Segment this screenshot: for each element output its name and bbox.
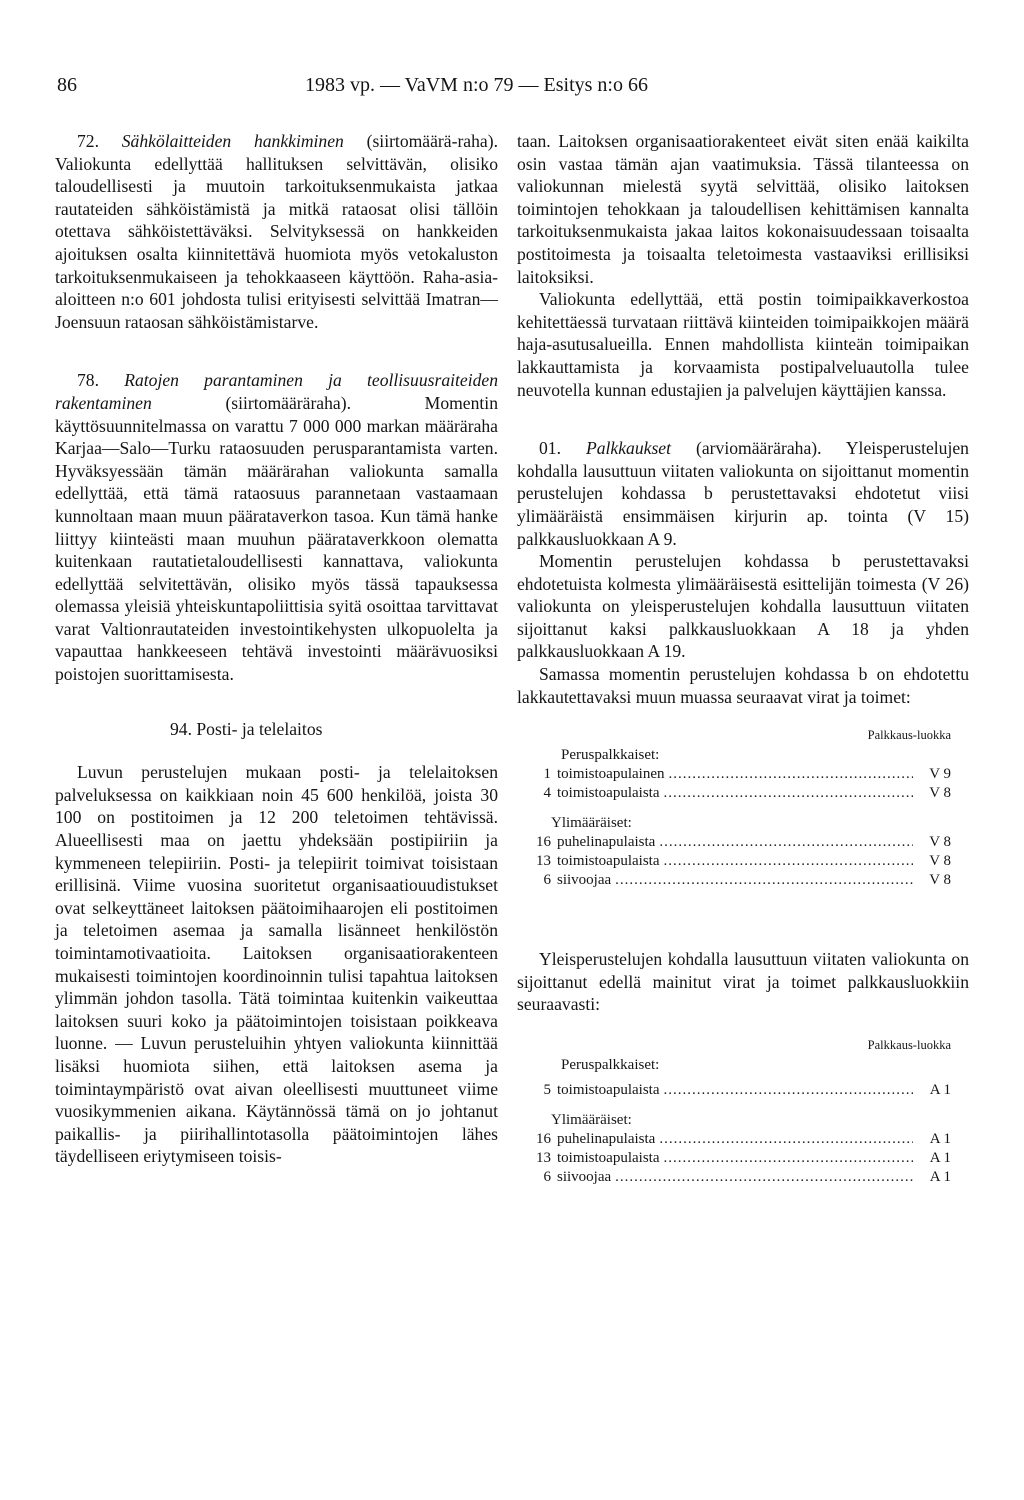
row-count: 13 bbox=[536, 1150, 551, 1167]
row-title: toimistoapulaista bbox=[557, 785, 660, 802]
row-salary-class: V 8 bbox=[929, 785, 951, 802]
row-salary-class: A 1 bbox=[929, 1169, 951, 1186]
dot-leader bbox=[659, 1130, 913, 1149]
row-count: 1 bbox=[543, 766, 551, 783]
dot-leader bbox=[615, 871, 913, 890]
row-title: siivoojaa bbox=[557, 1169, 612, 1186]
right-column bbox=[517, 130, 969, 1187]
running-head: 1983 vp. — VaVM n:o 79 — Esitys n:o 66 bbox=[305, 74, 648, 96]
paragraph-postal-network: Valiokunta edellyttää, että postin toimipaikkaverkostoa kehitettäessä turvataan riittävä kiinteiden toimipaikkojen määrä haja-asutusalueilla. Ennen mahdollista kiinteän toimipaikan lakkauttamista ja korvaamista postipalveluautolla tulee neuvotella kunnan edustajien ja palvelujen käyttäjien kanssa. bbox=[517, 289, 969, 400]
item-text-78: (siirtomääräraha). Momentin käyttösuunnitelmassa on varattu 7 000 000 markan määräraha Karjaa—Salo—Turku rataosuuden perusparantamista varten. Hyväksyessään tämän määrärahan valiokunta samalla edellyttää, että tämä rataosuus parannetaan vastaamaan kunnoltaan maan muun päärataverkon tasoa. Kun tämä hanke liittyy kiinteästi maan muuhun päärataverkkoon olematta kuitenkaan rautatietaloudellisesti kannattava, valiokunta edellyttää selvitettävän, olisiko myös tässä tapauksessa olemassa yleisiä yhteiskuntapoliittisia syitä osoittaa tarvittavat varat Valtionrautateiden investointikehysten ulkopuolelta ja vapauttaa hankkeeseen tehtävä investointi määrävuosiksi poistojen suorittamisesta. bbox=[55, 392, 498, 685]
row-count: 16 bbox=[536, 834, 551, 851]
row-count: 5 bbox=[543, 1082, 551, 1099]
dot-leader bbox=[664, 1081, 914, 1100]
item-title-72: Sähkölaitteiden hankkiminen bbox=[121, 131, 344, 151]
table-row bbox=[529, 852, 951, 871]
paragraph-94: Luvun perustelujen mukaan posti- ja telelaitoksen palveluksessa on kaikkiaan noin 45 600 henkilöä, joista 30 100 on postitoimen ja 12 200 teletoimen tehtävissä. Alueellisesti maa on jaettu yhdeksään postipiiriin ja kymmeneen telepiiriin. Posti- ja telepiirit toimivat toisistaan erillisinä. Viime vuosina suoritetut organisaatiouudistukset ovat selkeyttäneet laitoksen päätoimihaarojen eli postitoimen ja teletoimen asemaa ja samalla lisänneet henkilöstön toimintamotivaatioita. Laitoksen organisaatiorakenteen mukaisesti toimintojen koordinoinnin tulisi tapahtua laitoksen ylimmän johdon tasolla. Tätä toimintaa kuitenkin vaikeuttaa laitoksen suuri koko ja päätoimintojen toisistaan poikkeava luonne. — Luvun perusteluihin yhtyen valiokunta kiinnittää lisäksi huomiota siihen, että laitoksen asema ja toimintaympäristö ovat aivan oleellisesti muuttuneet viime vuosikymmenien aikana. Käytännössä tämä on jo johtanut paikallis- ja piirihallintotasolla päätoimintojen lähes täydelliseen eriytymiseen toisis- bbox=[55, 762, 498, 1167]
dot-leader bbox=[668, 765, 913, 784]
row-salary-class: V 8 bbox=[929, 872, 951, 889]
paragraph-01 bbox=[517, 437, 969, 550]
row-title: toimistoapulaista bbox=[557, 1150, 660, 1167]
row-count: 16 bbox=[536, 1131, 551, 1148]
page-number: 86 bbox=[57, 74, 77, 96]
row-salary-class: A 1 bbox=[929, 1150, 951, 1167]
row-salary-class: A 1 bbox=[929, 1082, 951, 1099]
row-title: toimistoapulaista bbox=[557, 853, 660, 870]
item-number-01: 01. bbox=[539, 438, 561, 459]
paragraph-78 bbox=[55, 369, 498, 685]
item-title-78: Ratojen parantaminen ja teollisuusraiteiden rakentaminen bbox=[55, 370, 498, 413]
row-title: puhelinapulaista bbox=[557, 834, 656, 851]
table-row bbox=[529, 784, 951, 803]
row-title: toimistoapulaista bbox=[557, 1082, 660, 1099]
table-row bbox=[529, 1081, 951, 1100]
row-count: 4 bbox=[543, 785, 551, 802]
section-heading-94: 94. Posti- ja telelaitos bbox=[170, 718, 323, 739]
table-row bbox=[529, 1168, 951, 1187]
item-number-72: 72. bbox=[77, 131, 99, 151]
item-text-01: (arviomääräraha). Yleisperustelujen kohdalla lausuttuun viitaten valiokunta on sijoittanut momentin perustelujen kohdassa b perustettavaksi ehdotetut viisi ylimääräistä ensimmäisen kirjurin ap. tointa (V 15) palkkausluokkaan A 9. bbox=[517, 438, 969, 549]
page-header bbox=[57, 74, 717, 104]
row-title: toimistoapulainen bbox=[557, 766, 665, 783]
row-salary-class: V 8 bbox=[929, 834, 951, 851]
item-number-78: 78. bbox=[77, 370, 99, 391]
row-count: 6 bbox=[543, 872, 551, 889]
dot-leader bbox=[664, 784, 914, 803]
paragraph-continuation: taan. Laitoksen organisaatiorakenteet eivät siten enää kaikilta osin vastaa tämän ajan vaatimuksia. Tässä tilanteessa on valiokunnan mielestä syytä selvittää, olisiko laitoksen toimintojen tehokkaan ja taloudellisen kehittämisen kannalta tarkoituksenmukaista jakaa laitos kokonaisuudessaan toisaalta postitoimesta ja toisaalta teletoimesta vastaaviksi erillisiksi laitoksiksi. bbox=[517, 131, 969, 287]
dot-leader bbox=[664, 852, 914, 871]
table-group-title: Ylimääräiset: bbox=[551, 815, 632, 832]
row-salary-class: A 1 bbox=[929, 1131, 951, 1148]
left-column bbox=[55, 130, 498, 1168]
paragraph-presenters: Momentin perustelujen kohdassa b perustettavaksi ehdotetuista kolmesta ylimääräisestä esittelijän toimesta (V 26) valiokunta on yleisperustelujen kohdalla lausuttuun viitaten sijoittanut kaksi palkkausluokkaan A 18 ja yhden palkkausluokkaan A 19. bbox=[517, 551, 969, 662]
table-group-title: Peruspalkkaiset: bbox=[561, 747, 660, 764]
paragraph-abolished: Samassa momentin perustelujen kohdassa b on ehdotettu lakkautettavaksi muun muassa seuraavat virat ja toimet: bbox=[517, 664, 969, 707]
table-column-header: Palkkaus-luokka bbox=[867, 1038, 951, 1053]
row-title: puhelinapulaista bbox=[557, 1131, 656, 1148]
table-column-header: Palkkaus-luokka bbox=[867, 728, 951, 743]
row-count: 6 bbox=[543, 1169, 551, 1186]
table-row bbox=[529, 1149, 951, 1168]
item-title-01: Palkkaukset bbox=[586, 438, 671, 459]
table-row bbox=[529, 833, 951, 852]
paragraph-reclassified: Yleisperustelujen kohdalla lausuttuun viitaten valiokunta on sijoittanut edellä mainitut virat ja toimet palkkausluokkiin seuraavasti: bbox=[517, 949, 969, 1015]
item-text-72: (siirtomäärä-raha). Valiokunta edellyttää hallituksen selvittävän, olisiko taloudellisesti ja muutoin tarkoituksenmukaista jatkaa rautateiden sähköistämistä ja mitkä rataosat olisi tällöin otettava sähköistettäväksi. Selvityksessä on hankkeiden ajoituksen osalta kiinnitettävä huomiota myös vetokaluston tarkoituksenmukaiseen ja tehokkaaseen käyttöön. Raha-asia-aloitteen n:o 601 johdosta tulisi erityisesti selvittää Imatran—Joensuun rataosan sähköistämistarve. bbox=[55, 131, 498, 332]
row-count: 13 bbox=[536, 853, 551, 870]
table-group-title: Ylimääräiset: bbox=[551, 1112, 632, 1129]
table-group-title: Peruspalkkaiset: bbox=[561, 1057, 660, 1074]
salary-table-reclassified bbox=[529, 1038, 949, 1187]
row-salary-class: V 8 bbox=[929, 853, 951, 870]
table-row bbox=[529, 1130, 951, 1149]
dot-leader bbox=[615, 1168, 913, 1187]
table-row bbox=[529, 871, 951, 890]
row-salary-class: V 9 bbox=[929, 766, 951, 783]
salary-table-abolished bbox=[529, 728, 949, 890]
row-title: siivoojaa bbox=[557, 872, 612, 889]
dot-leader bbox=[664, 1149, 914, 1168]
paragraph-72 bbox=[55, 130, 498, 333]
dot-leader bbox=[659, 833, 913, 852]
table-row bbox=[529, 765, 951, 784]
